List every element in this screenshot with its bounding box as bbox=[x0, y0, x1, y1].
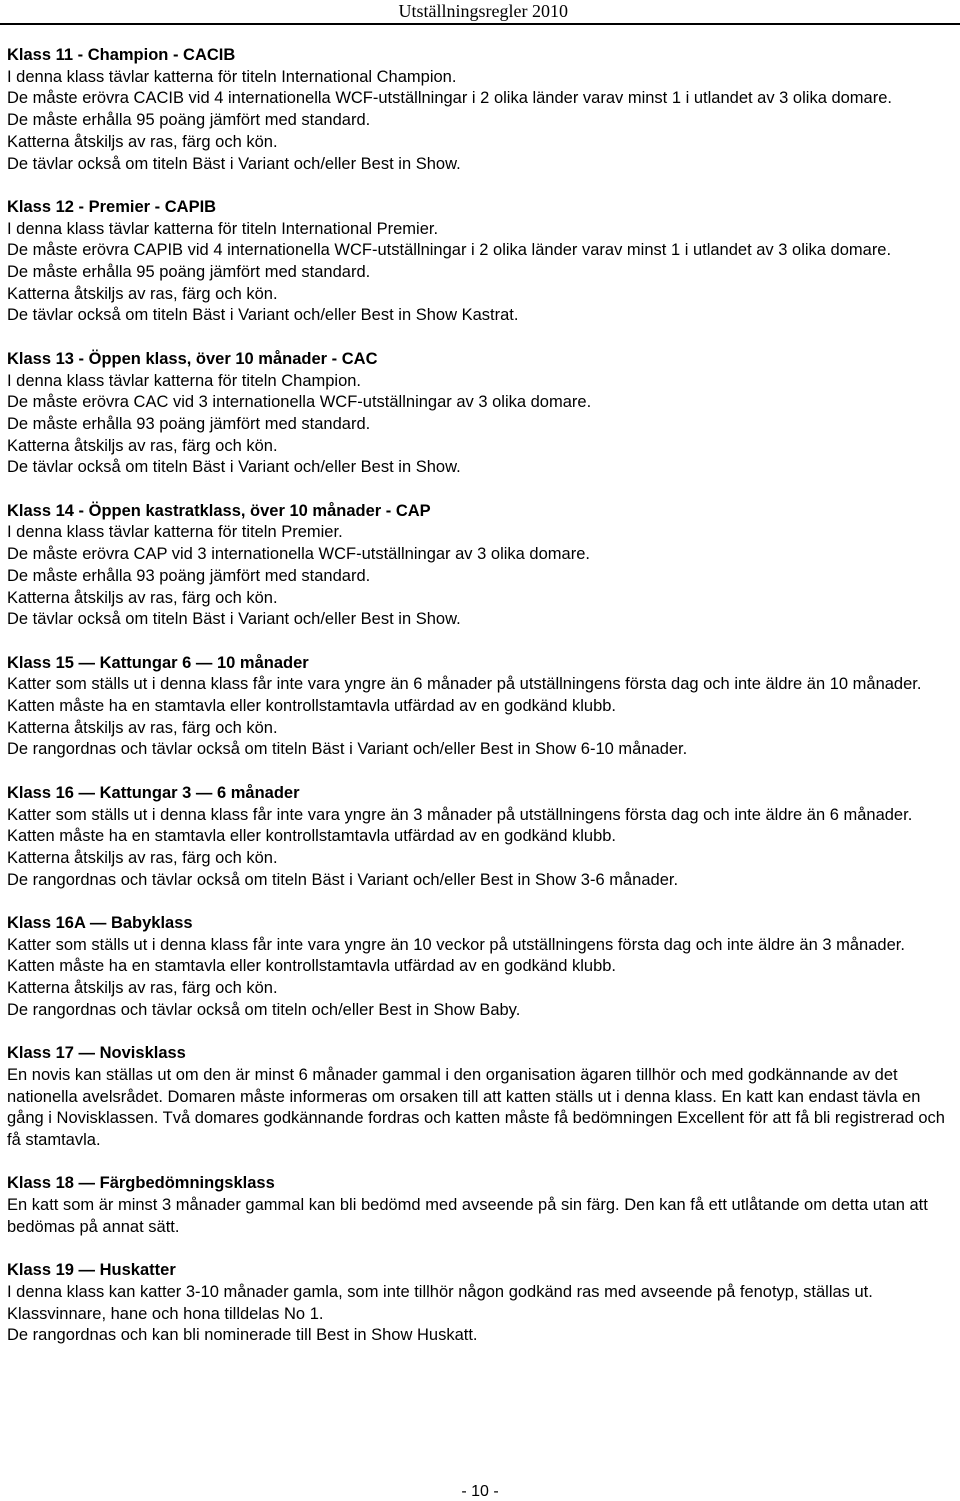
class-text-line: En novis kan ställas ut om den är minst 6 månader gammal i den organisation ägaren tillhör och med godkännande av det nationella avelsrådet. Domaren måste informeras om orsaken till att katten ställs ut i denna klass. En katt kan endast tävla en gång i Novisklassen. Två domares godkännande fordras och katten måste få bedömningen Excellent för att få bli registrerad och få stamtavla. bbox=[7, 1065, 945, 1150]
class-section bbox=[7, 45, 953, 175]
class-section bbox=[7, 653, 953, 762]
class-text-line: De tävlar också om titeln Bäst i Variant och/eller Best in Show. bbox=[7, 458, 461, 477]
class-section bbox=[7, 349, 953, 479]
class-text-line: De måste erövra CAPIB vid 4 internationella WCF-utställningar i 2 olika länder varav minst 1 i utlandet av 3 olika domare. bbox=[7, 241, 892, 260]
header-title-container bbox=[0, 1, 568, 21]
class-text-line: De måste erhålla 95 poäng jämfört med standard. bbox=[7, 263, 371, 282]
class-heading: Klass 17 — Novisklass bbox=[7, 1044, 186, 1063]
document-title: Utställningsregler 2010 bbox=[398, 1, 568, 21]
class-section bbox=[7, 197, 953, 327]
class-text-line: Katterna åtskiljs av ras, färg och kön. bbox=[7, 132, 278, 151]
class-text-line: De rangordnas och tävlar också om titeln Bäst i Variant och/eller Best in Show 3-6 månader. bbox=[7, 870, 679, 889]
class-heading: Klass 13 - Öppen klass, över 10 månader - CAC bbox=[7, 349, 378, 368]
class-text-line: Katter som ställs ut i denna klass får inte vara yngre än 10 veckor på utställningens första dag och inte äldre än 3 månader. Katten måste ha en stamtavla eller kontrollstamtavla utfärdad av en godkänd klubb. bbox=[7, 935, 905, 976]
class-text-line: De rangordnas och tävlar också om titeln och/eller Best in Show Baby. bbox=[7, 1000, 521, 1019]
class-section bbox=[7, 501, 953, 631]
class-heading: Klass 11 - Champion - CACIB bbox=[7, 46, 236, 64]
class-text-line: De måste erhålla 93 poäng jämfört med standard. bbox=[7, 414, 371, 433]
class-heading: Klass 12 - Premier - CAPIB bbox=[7, 197, 217, 216]
class-text-line: De rangordnas och tävlar också om titeln Bäst i Variant och/eller Best in Show 6-10 månader. bbox=[7, 740, 688, 759]
class-text-line: De måste erövra CACIB vid 4 internationella WCF-utställningar i 2 olika länder varav minst 1 i utlandet av 3 olika domare. bbox=[7, 89, 892, 108]
class-text-line: Katterna åtskiljs av ras, färg och kön. bbox=[7, 284, 278, 303]
class-heading: Klass 14 - Öppen kastratklass, över 10 månader - CAP bbox=[7, 501, 431, 520]
class-text-line: Katterna åtskiljs av ras, färg och kön. bbox=[7, 979, 278, 998]
class-text-line: I denna klass tävlar katterna för titeln International Champion. bbox=[7, 67, 457, 86]
class-text-line: Katterna åtskiljs av ras, färg och kön. bbox=[7, 718, 278, 737]
class-text-line: De rangordnas och kan bli nominerade till Best in Show Huskatt. bbox=[7, 1326, 478, 1345]
page-number: - 10 - bbox=[461, 1483, 499, 1500]
class-text-line: De tävlar också om titeln Bäst i Variant och/eller Best in Show. bbox=[7, 610, 461, 629]
class-text-line: En katt som är minst 3 månader gammal kan bli bedömd med avseende på sin färg. Den kan få ett utlåtande om detta utan att bedömas på annat sätt. bbox=[7, 1196, 928, 1236]
class-text-line: Katter som ställs ut i denna klass får inte vara yngre än 6 månader på utställningens första dag och inte äldre än 10 månader. Katten måste ha en stamtavla eller kontrollstamtavla utfärdad av en godkänd klubb. bbox=[7, 675, 922, 716]
class-section bbox=[7, 1173, 953, 1238]
class-section bbox=[7, 1260, 953, 1347]
class-section bbox=[7, 913, 953, 1022]
class-text-line: Katterna åtskiljs av ras, färg och kön. bbox=[7, 848, 278, 867]
class-text-line: I denna klass kan katter 3-10 månader gamla, som inte tillhör någon godkänd ras med avseende på fenotyp, ställas ut. Klassvinnare, hane och hona tilldelas No 1. bbox=[7, 1282, 873, 1323]
class-text-line: De måste erhålla 95 poäng jämfört med standard. bbox=[7, 111, 371, 130]
class-text-line: De måste erövra CAP vid 3 internationella WCF-utställningar av 3 olika domare. bbox=[7, 545, 590, 564]
class-text-line: Katterna åtskiljs av ras, färg och kön. bbox=[7, 436, 278, 455]
running-header bbox=[0, 0, 960, 24]
class-text-line: De måste erhålla 93 poäng jämfört med standard. bbox=[7, 566, 371, 585]
class-section bbox=[7, 1043, 953, 1152]
class-text-line: I denna klass tävlar katterna för titeln Premier. bbox=[7, 523, 343, 542]
class-heading: Klass 15 — Kattungar 6 — 10 månader bbox=[7, 653, 309, 672]
class-heading: Klass 18 — Färgbedömningsklass bbox=[7, 1174, 275, 1193]
document-body bbox=[7, 45, 953, 1369]
header-divider bbox=[0, 23, 960, 25]
class-text-line: Katterna åtskiljs av ras, färg och kön. bbox=[7, 588, 278, 607]
class-section bbox=[7, 783, 953, 892]
class-text-line: De tävlar också om titeln Bäst i Variant och/eller Best in Show. bbox=[7, 154, 461, 173]
class-text-line: Katter som ställs ut i denna klass får inte vara yngre än 3 månader på utställningens första dag och inte äldre än 6 månader. Katten måste ha en stamtavla eller kontrollstamtavla utfärdad av en godkänd klubb. bbox=[7, 805, 913, 846]
class-heading: Klass 16A — Babyklass bbox=[7, 914, 193, 933]
class-text-line: De måste erövra CAC vid 3 internationella WCF-utställningar av 3 olika domare. bbox=[7, 393, 592, 412]
class-text-line: De tävlar också om titeln Bäst i Variant och/eller Best in Show Kastrat. bbox=[7, 306, 519, 325]
class-text-line: I denna klass tävlar katterna för titeln International Premier. bbox=[7, 219, 439, 238]
class-heading: Klass 16 — Kattungar 3 — 6 månader bbox=[7, 783, 300, 802]
class-heading: Klass 19 — Huskatter bbox=[7, 1261, 176, 1280]
class-text-line: I denna klass tävlar katterna för titeln Champion. bbox=[7, 371, 362, 390]
